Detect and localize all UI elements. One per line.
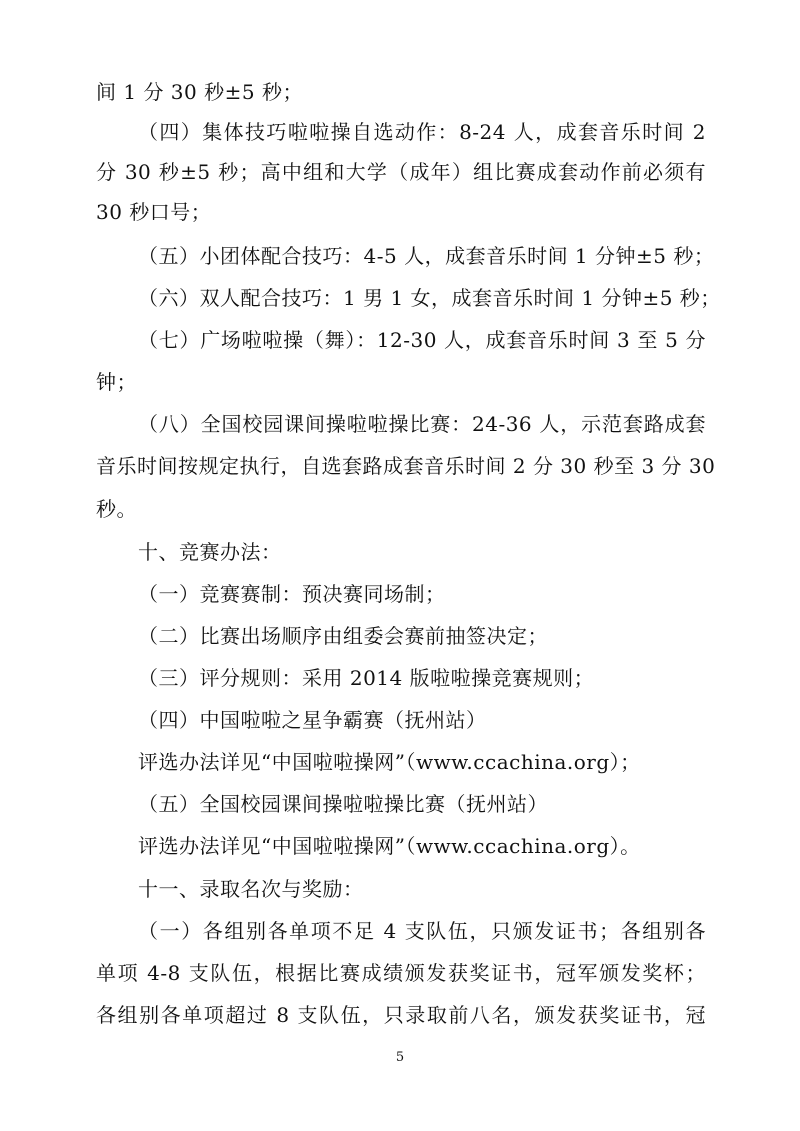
text-line: （五）全国校园课间操啦啦操比赛（抚州站） (138, 792, 548, 816)
section-heading: 十、竞赛办法： (138, 540, 282, 564)
text-line: 分 30 秒±5 秒；高中组和大学（成年）组比赛成套动作前必须有 (96, 160, 706, 184)
text-line: 评选办法详见“中国啦啦操网”（www.ccachina.org）； (138, 750, 641, 774)
text-line: （四）集体技巧啦啦操自选动作：8-24 人，成套音乐时间 2 (138, 120, 706, 144)
page-number: 5 (395, 1050, 405, 1065)
text-line: （六）双人配合技巧：1 男 1 女，成套音乐时间 1 分钟±5 秒； (138, 286, 721, 310)
text-line: （四）中国啦啦之星争霸赛（抚州站） (138, 708, 487, 732)
text-line: 各组别各单项超过 8 支队伍，只录取前八名，颁发获奖证书，冠 (96, 1003, 706, 1027)
text-line: （七）广场啦啦操（舞）：12-30 人，成套音乐时间 3 至 5 分 (138, 328, 706, 352)
text-line: 单项 4-8 支队伍，根据比赛成绩颁发获奖证书，冠军颁发奖杯； (96, 961, 706, 985)
text-line: 音乐时间按规定执行，自选套路成套音乐时间 2 分 30 秒至 3 分 30 (96, 454, 716, 478)
text-line: 钟； (96, 370, 137, 394)
text-line: （三）评分规则：采用 2014 版啦啦操竞赛规则； (138, 666, 595, 690)
text-line: （二）比赛出场顺序由组委会赛前抽签决定； (138, 624, 548, 648)
text-line: 30 秒口号； (96, 200, 212, 224)
text-line: 间 1 分 30 秒±5 秒； (96, 80, 303, 104)
text-line: 评选办法详见“中国啦啦操网”（www.ccachina.org）。 (138, 834, 641, 858)
section-heading: 十一、录取名次与奖励： (138, 877, 364, 901)
text-line: 秒。 (96, 497, 137, 521)
text-line: （八）全国校园课间操啦啦操比赛：24-36 人，示范套路成套 (138, 412, 706, 436)
text-line: （一）各组别各单项不足 4 支队伍，只颁发证书；各组别各 (138, 919, 706, 943)
text-line: （一）竞赛赛制：预决赛同场制； (138, 582, 446, 606)
text-line: （五）小团体配合技巧：4-5 人，成套音乐时间 1 分钟±5 秒； (138, 244, 715, 268)
